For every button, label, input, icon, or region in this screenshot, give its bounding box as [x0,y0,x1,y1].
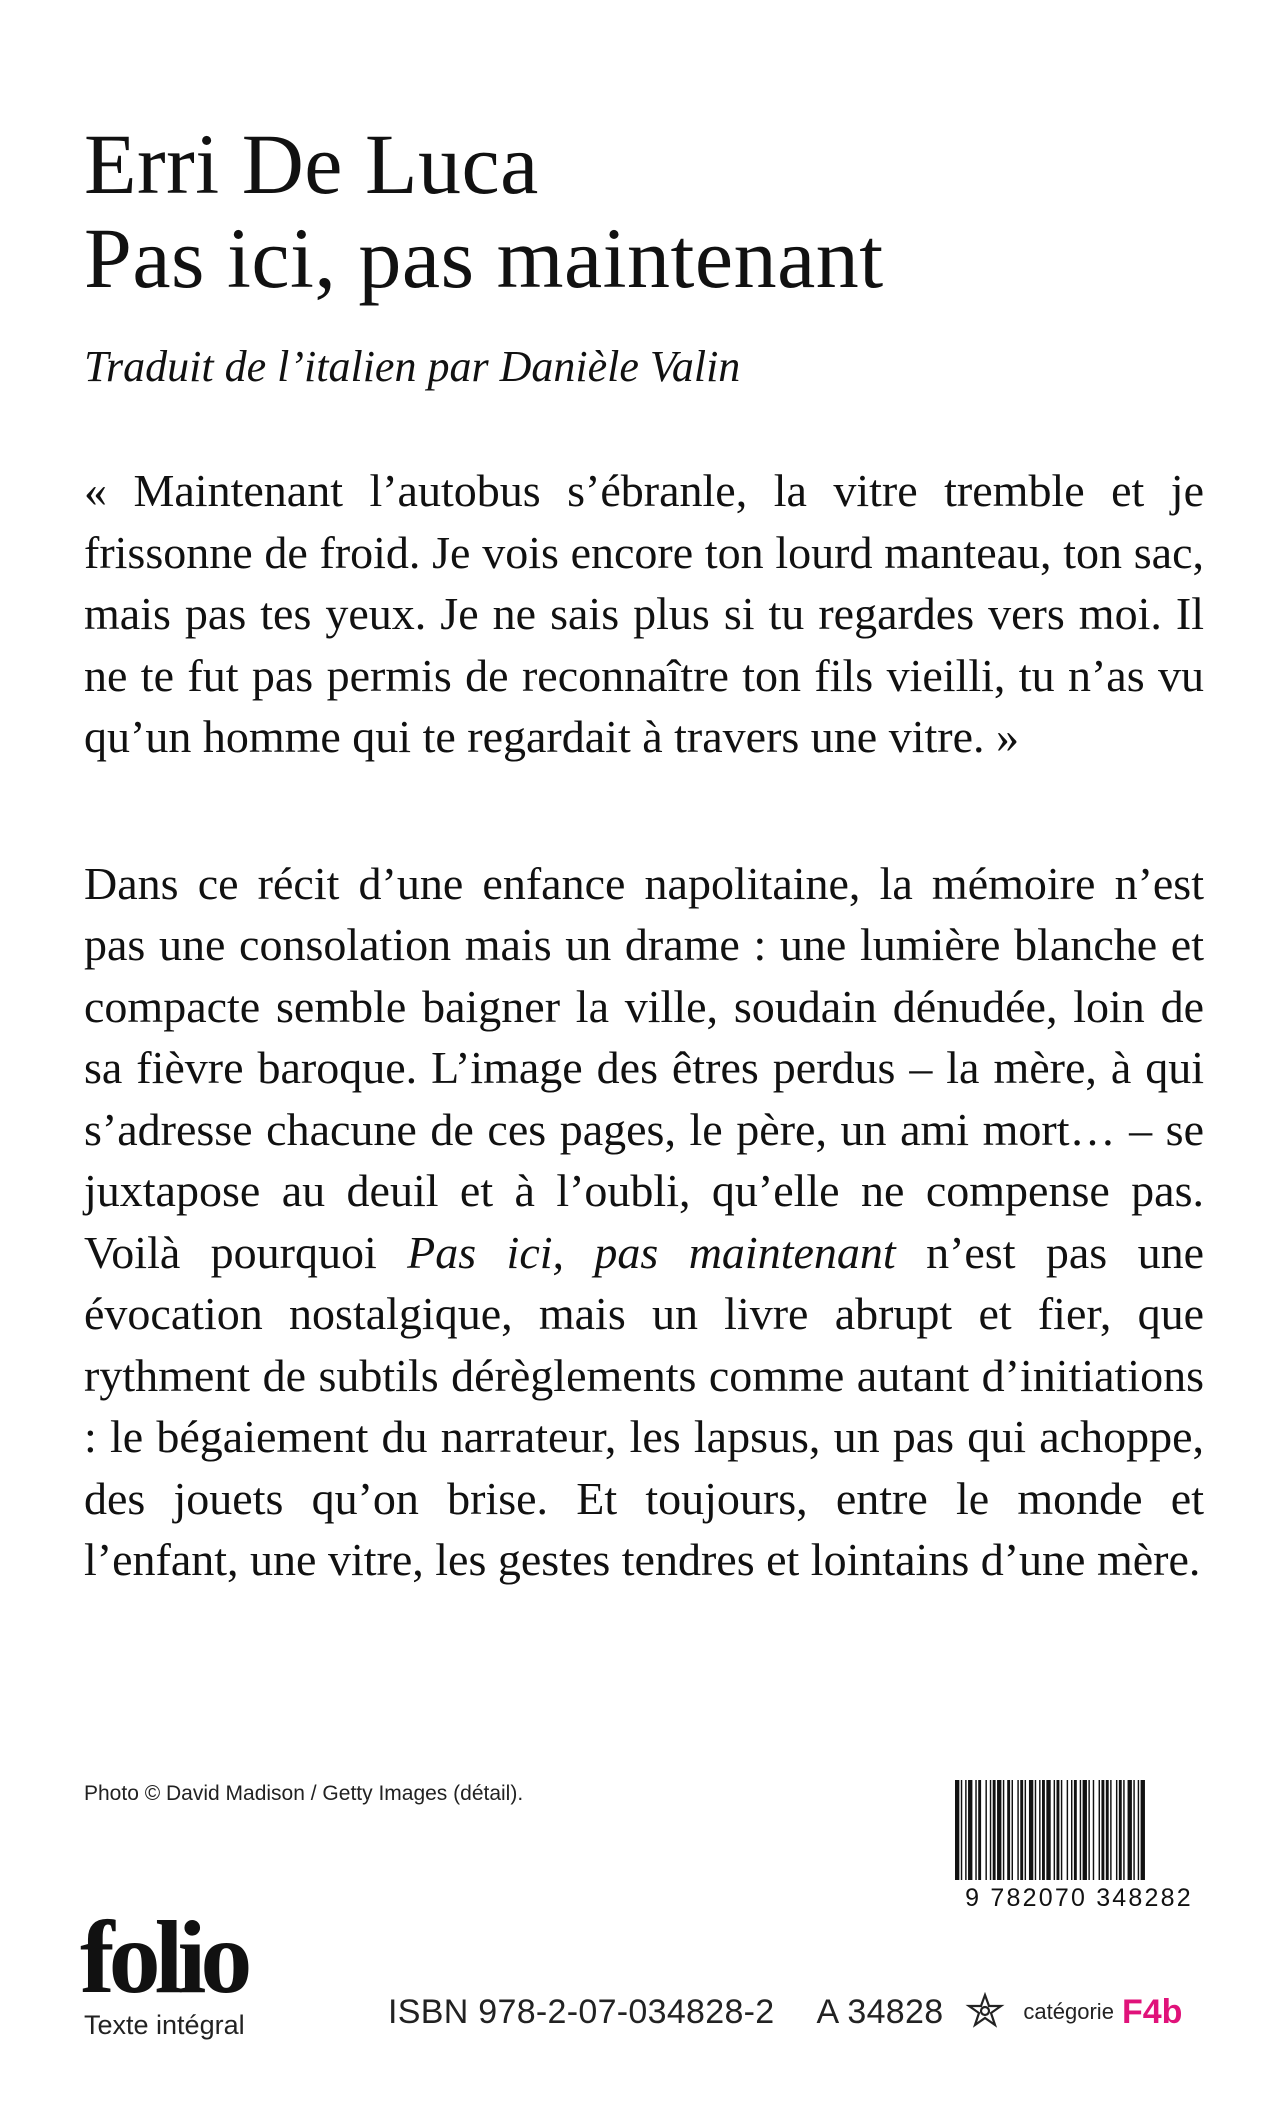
barcode-bar [1054,1780,1055,1880]
blurb-italic-title: Pas ici, pas maintenant [407,1226,896,1278]
barcode-bar [1141,1780,1145,1880]
author-name: Erri De Luca [84,116,539,212]
barcode-bar [1133,1780,1134,1880]
barcode-bar [1061,1780,1062,1880]
barcode-bar [1007,1780,1010,1880]
barcode-bar [1074,1780,1077,1880]
book-title: Pas ici, pas maintenant [84,210,884,306]
barcode-bar [1046,1780,1050,1880]
back-cover [84,118,1204,1591]
barcode-bar [1017,1780,1018,1880]
barcode-bar [1042,1780,1045,1880]
barcode-bar [1128,1780,1132,1880]
barcode-bar [968,1780,972,1880]
barcode-bar [965,1780,966,1880]
blurb-part-1: Dans ce récit d’une enfance napolitaine, la mémoire n’est pas une consolation mais un drame : une lumière blanche et compacte semble baigner la ville, soudain dénudée, loin de sa fièvre baroque. L’image des êtres perdus – la mère, à qui s’adresse chacune de ces pages, le père, un ami mort… – se juxtapose au deuil et à l’oubli, qu’elle ne compense pas. Voilà pourquoi [84,857,1204,1278]
barcode-bar [1110,1780,1111,1880]
barcode-bar [1025,1780,1026,1880]
barcode-bar [961,1780,962,1880]
isbn-row [388,1992,1182,2032]
barcode-bar [1119,1780,1122,1880]
barcode-bar [1083,1780,1087,1880]
barcode-bar [1138,1780,1139,1880]
barcode-bar [1039,1780,1040,1880]
barcode-bar [975,1780,976,1880]
catalog-code: A 34828 [816,1992,944,2031]
isbn: ISBN 978-2-07-034828-2 [388,1992,775,2031]
barcode-bar [1116,1780,1117,1880]
category-value: F4b [1121,1992,1183,2031]
barcode-bar [1003,1780,1004,1880]
photo-credit: Photo © David Madison / Getty Images (détail). [84,1782,524,1805]
barcode-bar [1106,1780,1109,1880]
barcode-bars [953,1780,1205,1880]
barcode-bar [1071,1780,1072,1880]
translator-credit: Traduit de l’italien par Danièle Valin [84,342,741,391]
barcode-bar [1099,1780,1100,1880]
barcode-bar [1029,1780,1033,1880]
barcode-bar [955,1780,959,1880]
category-label: catégorie [1023,1999,1114,2024]
barcode-bar [1057,1780,1060,1880]
logo-subtitle: Texte intégral [84,2010,245,2040]
barcode [953,1780,1205,1913]
star-logo-icon [965,1992,1005,2032]
barcode-bar [1123,1780,1124,1880]
barcode-bar [1088,1780,1089,1880]
excerpt-quote: « Maintenant l’autobus s’ébranle, la vitre tremble et je frissonne de froid. Je vois encore ton lourd manteau, ton sac, mais pas tes yeux. Je ne sais plus si tu regardes vers moi. Il ne te fut pas permis de reconnaître ton fils vieilli, tu n’as vu qu’un homme qui te regardait à travers une vitre. » [84,465,1204,762]
barcode-bar [997,1780,1001,1880]
barcode-bar [1067,1780,1068,1880]
blurb-text [84,853,1204,1591]
barcode-bar [1035,1780,1036,1880]
barcode-bar [1101,1780,1104,1880]
barcode-bar [990,1780,991,1880]
barcode-bar [978,1780,981,1880]
blurb-part-2: n’est pas une évocation nostalgique, mais un livre abrupt et fier, que rythment de subtils dérèglements comme autant d’initiations : le bégaiement du narrateur, les lapsus, un pas qui achoppe, des jouets qu’on brise. Et toujours, entre le monde et l’enfant, une vitre, les gestes tendres et lointains d’une mère. [84,1226,1205,1585]
barcode-bar [985,1780,986,1880]
barcode-bar [1012,1780,1013,1880]
barcode-digits: 9 782070 348282 [965,1884,1193,1912]
barcode-bar [1093,1780,1094,1880]
folio-logo: folio [80,1900,247,2015]
barcode-bar [1080,1780,1081,1880]
barcode-bar [1020,1780,1023,1880]
barcode-bar [993,1780,996,1880]
